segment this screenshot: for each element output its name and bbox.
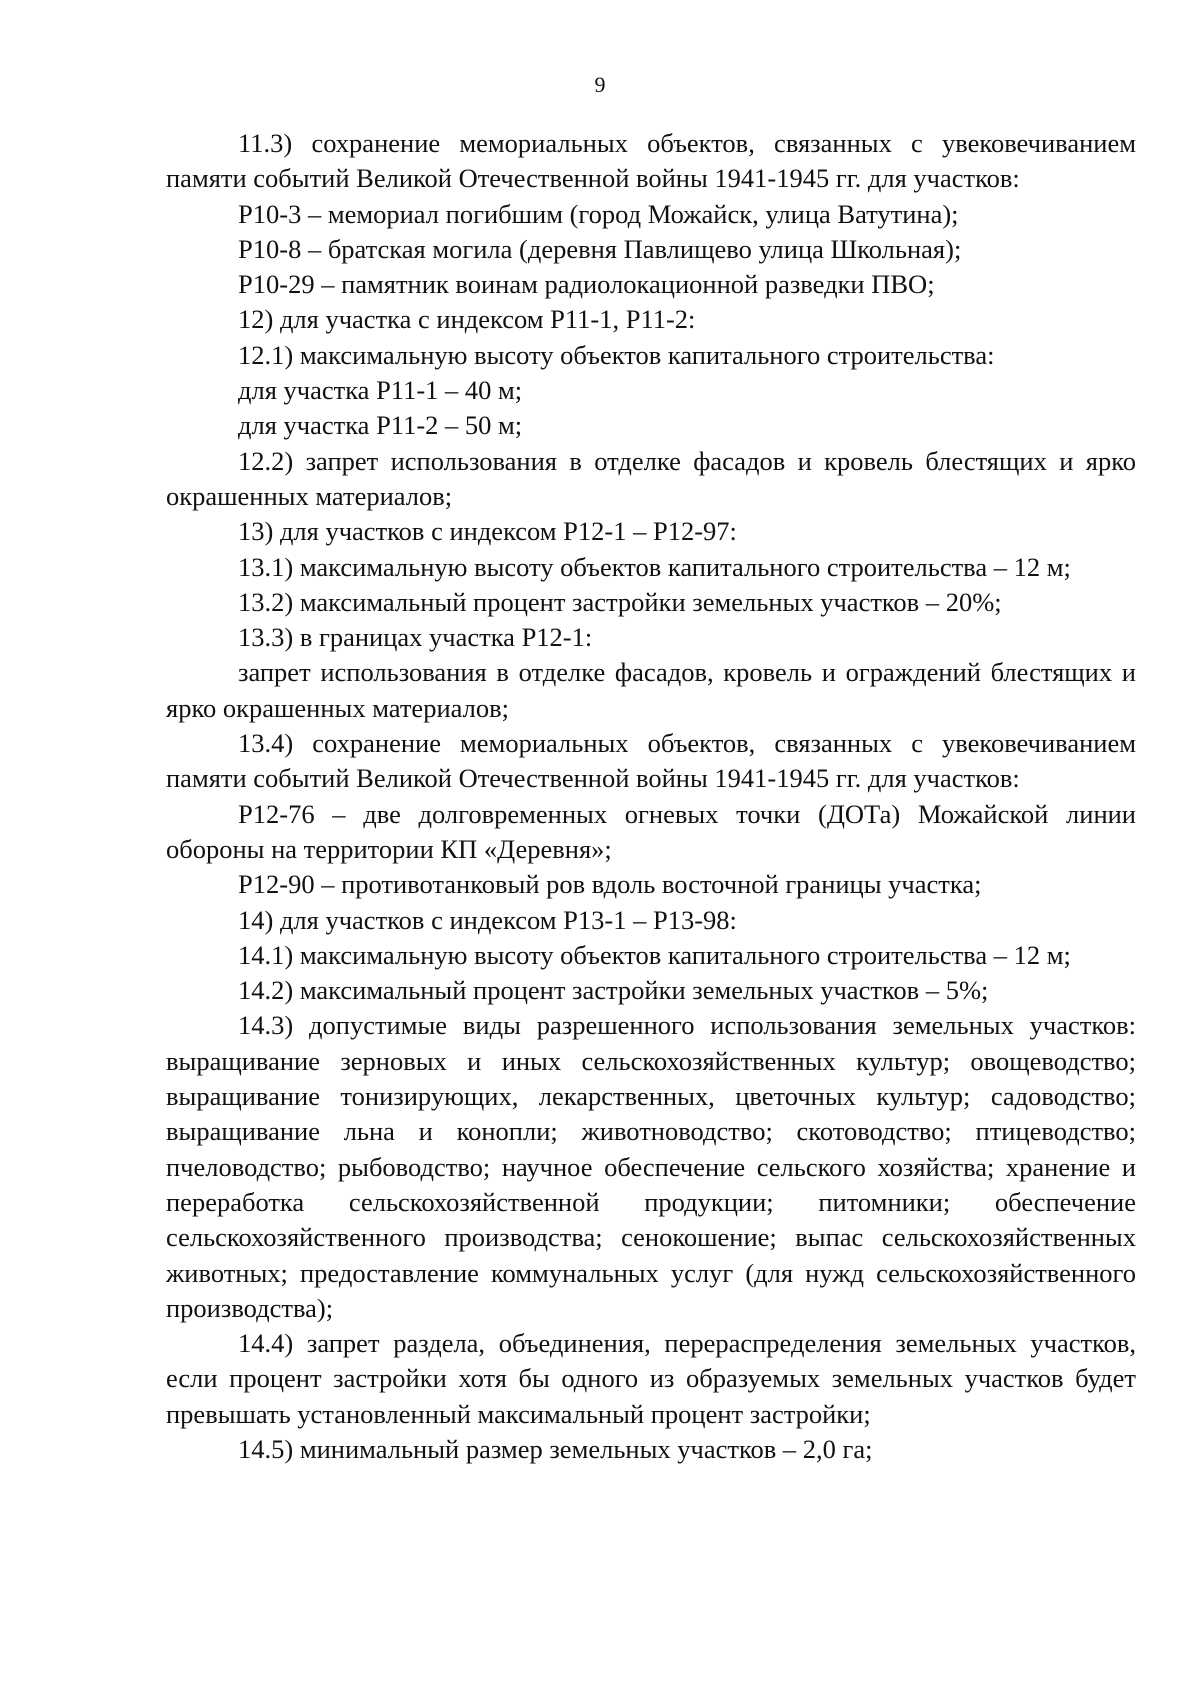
paragraph: 13.2) максимальный процент застройки земельных участков – 20%; (238, 586, 1002, 617)
paragraph: 12) для участка с индексом Р11-1, Р11-2: (238, 304, 696, 335)
paragraph: 13.3) в границах участка Р12-1: (238, 622, 593, 653)
paragraph: Р12-76 – две долговременных огневых точки (ДОТа) Можайской линии обороны на территории КП «Деревня»; (166, 798, 1136, 864)
paragraph: запрет использования в отделке фасадов, кровель и ограждений блестящих и ярко окрашенных материалов; (166, 657, 1136, 723)
paragraph: 12.2) запрет использования в отделке фасадов и кровель блестящих и ярко окрашенных материалов; (166, 445, 1136, 511)
paragraph: для участка Р11-1 – 40 м; (238, 375, 523, 406)
paragraph: 14.4) запрет раздела, объединения, перераспределения земельных участков, если процент застройки хотя бы одного из образуемых земельных участков будет превышать установленный максимальный процент застройки; (166, 1328, 1136, 1429)
paragraph: для участка Р11-2 – 50 м; (238, 410, 523, 441)
paragraph: Р10-3 – мемориал погибшим (город Можайск, улица Ватутина); (238, 198, 959, 229)
paragraph: Р10-29 – памятник воинам радиолокационной разведки ПВО; (238, 269, 935, 300)
paragraph: 14.5) минимальный размер земельных участков – 2,0 га; (238, 1433, 873, 1464)
document-body (166, 126, 1136, 1467)
paragraph: 13.1) максимальную высоту объектов капитального строительства – 12 м; (238, 551, 1071, 582)
paragraph: 14) для участков с индексом Р13-1 – Р13-98: (238, 904, 737, 935)
paragraph: Р10-8 – братская могила (деревня Павлищево улица Школьная); (238, 233, 962, 264)
paragraph: 13) для участков с индексом Р12-1 – Р12-97: (238, 516, 737, 547)
paragraph: 14.2) максимальный процент застройки земельных участков – 5%; (238, 975, 989, 1006)
paragraph: 11.3) сохранение мемориальных объектов, связанных с увековечиванием памяти событий Великой Отечественной войны 1941-1945 гг. для участков: (166, 128, 1136, 194)
paragraph: 12.1) максимальную высоту объектов капитального строительства: (238, 339, 995, 370)
paragraph: 13.4) сохранение мемориальных объектов, связанных с увековечиванием памяти событий Великой Отечественной войны 1941-1945 гг. для участков: (166, 728, 1136, 794)
paragraph: 14.3) допустимые виды разрешенного использования земельных участков: выращивание зерновых и иных сельскохозяйственных культур; овощеводство; выращивание тонизирующих, лекарственных, цветочных культур; садоводство; выращивание льна и конопли; животноводство; скотоводство; птицеводство; пчеловодство; рыбоводство; научное обеспечение сельского хозяйства; хранение и переработка сельскохозяйственной продукции; питомники; обеспечение сельскохозяйственного производства; сенокошение; выпас сельскохозяйственных животных; предоставление коммунальных услуг (для нужд сельскохозяйственного производства); (166, 1010, 1136, 1323)
paragraph: Р12-90 – противотанковый ров вдоль восточной границы участка; (238, 869, 982, 900)
page-number: 9 (594, 72, 606, 97)
paragraph: 14.1) максимальную высоту объектов капитального строительства – 12 м; (238, 939, 1071, 970)
